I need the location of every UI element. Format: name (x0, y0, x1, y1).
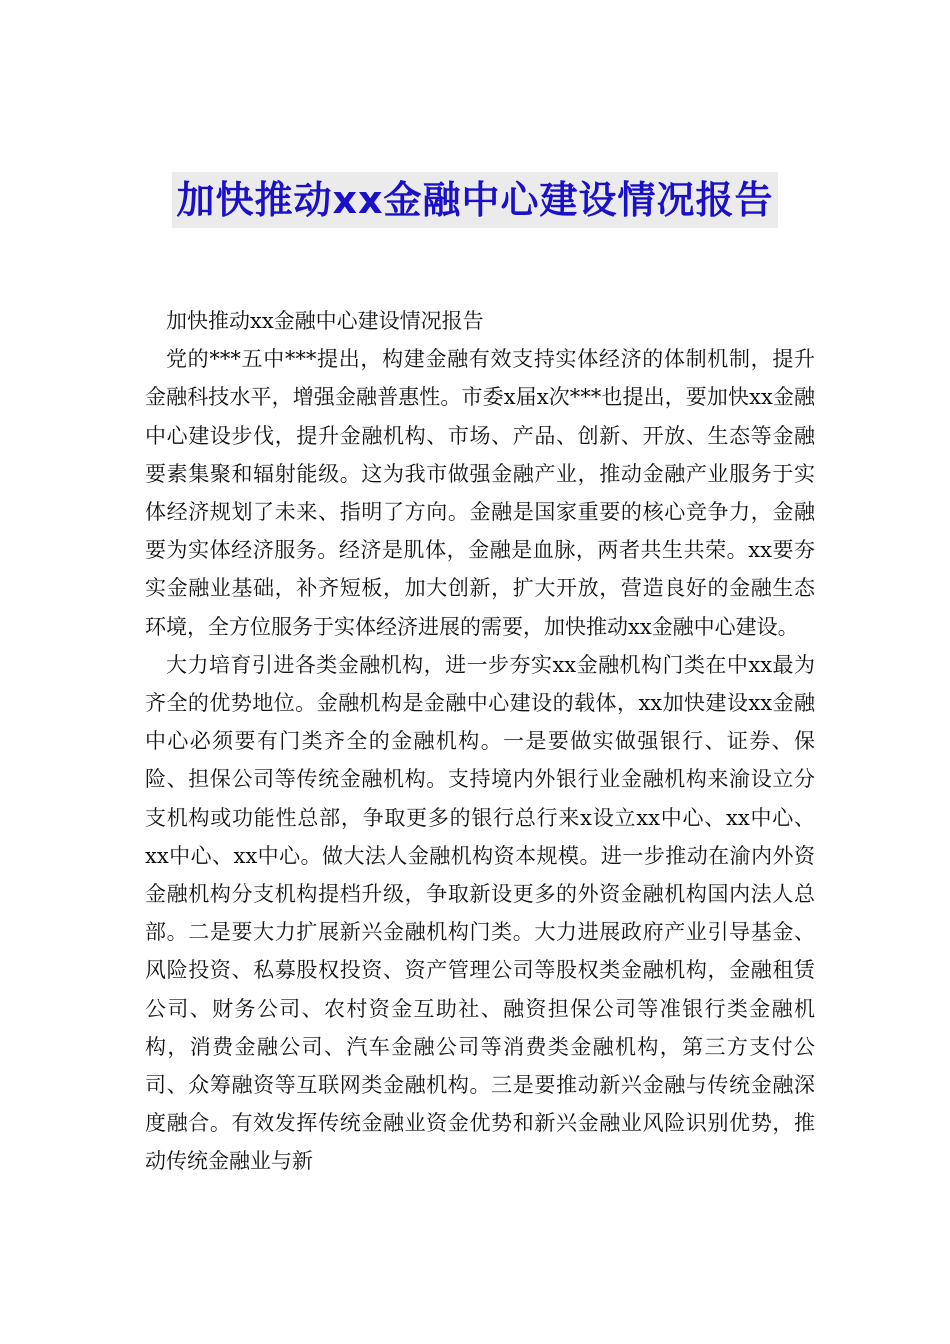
body-paragraph-2: 大力培育引进各类金融机构，进一步夯实xx金融机构门类在中xx最为齐全的优势地位。金融机构是金融中心建设的载体，xx加快建设xx金融中心必须要有门类齐全的金融机构。一是要做实做强银行、证券、保险、担保公司等传统金融机构。支持境内外银行业金融机构来渝设立分支机构或功能性总部，争取更多的银行总行来x设立xx中心、xx中心、xx中心、xx中心。做大法人金融机构资本规模。进一步推动在渝内外资金融机构分支机构提档升级，争取新设更多的外资金融机构国内法人总部。二是要大力扩展新兴金融机构门类。大力进展政府产业引导基金、风险投资、私募股权投资、资产管理公司等股权类金融机构，金融租赁公司、财务公司、农村资金互助社、融资担保公司等准银行类金融机构，消费金融公司、汽车金融公司等消费类金融机构，第三方支付公司、众筹融资等互联网类金融机构。三是要推动新兴金融与传统金融深度融合。有效发挥传统金融业资金优势和新兴金融业风险识别优势，推动传统金融业与新 (145, 652, 815, 1174)
document-title: 加快推动xx金融中心建设情况报告 (172, 172, 777, 228)
body-paragraph-1: 党的***五中***提出，构建金融有效支持实体经济的体制机制，提升金融科技水平，增强金融普惠性。市委x届x次***也提出，要加快xx金融中心建设步伐，提升金融机构、市场、产品、创新、开放、生态等金融要素集聚和辐射能级。这为我市做强金融产业，推动金融产业服务于实体经济规划了未来、指明了方向。金融是国家重要的核心竞争力，金融要为实体经济服务。经济是肌体，金融是血脉，两者共生共荣。xx要夯实金融业基础，补齐短板，加大创新，扩大开放，营造良好的金融生态环境，全方位服务于实体经济进展的需要，加快推动xx金融中心建设。 (145, 347, 815, 639)
body-subtitle: 加快推动xx金融中心建设情况报告 (166, 309, 484, 333)
document-body (145, 302, 815, 1181)
title-container (0, 172, 950, 228)
